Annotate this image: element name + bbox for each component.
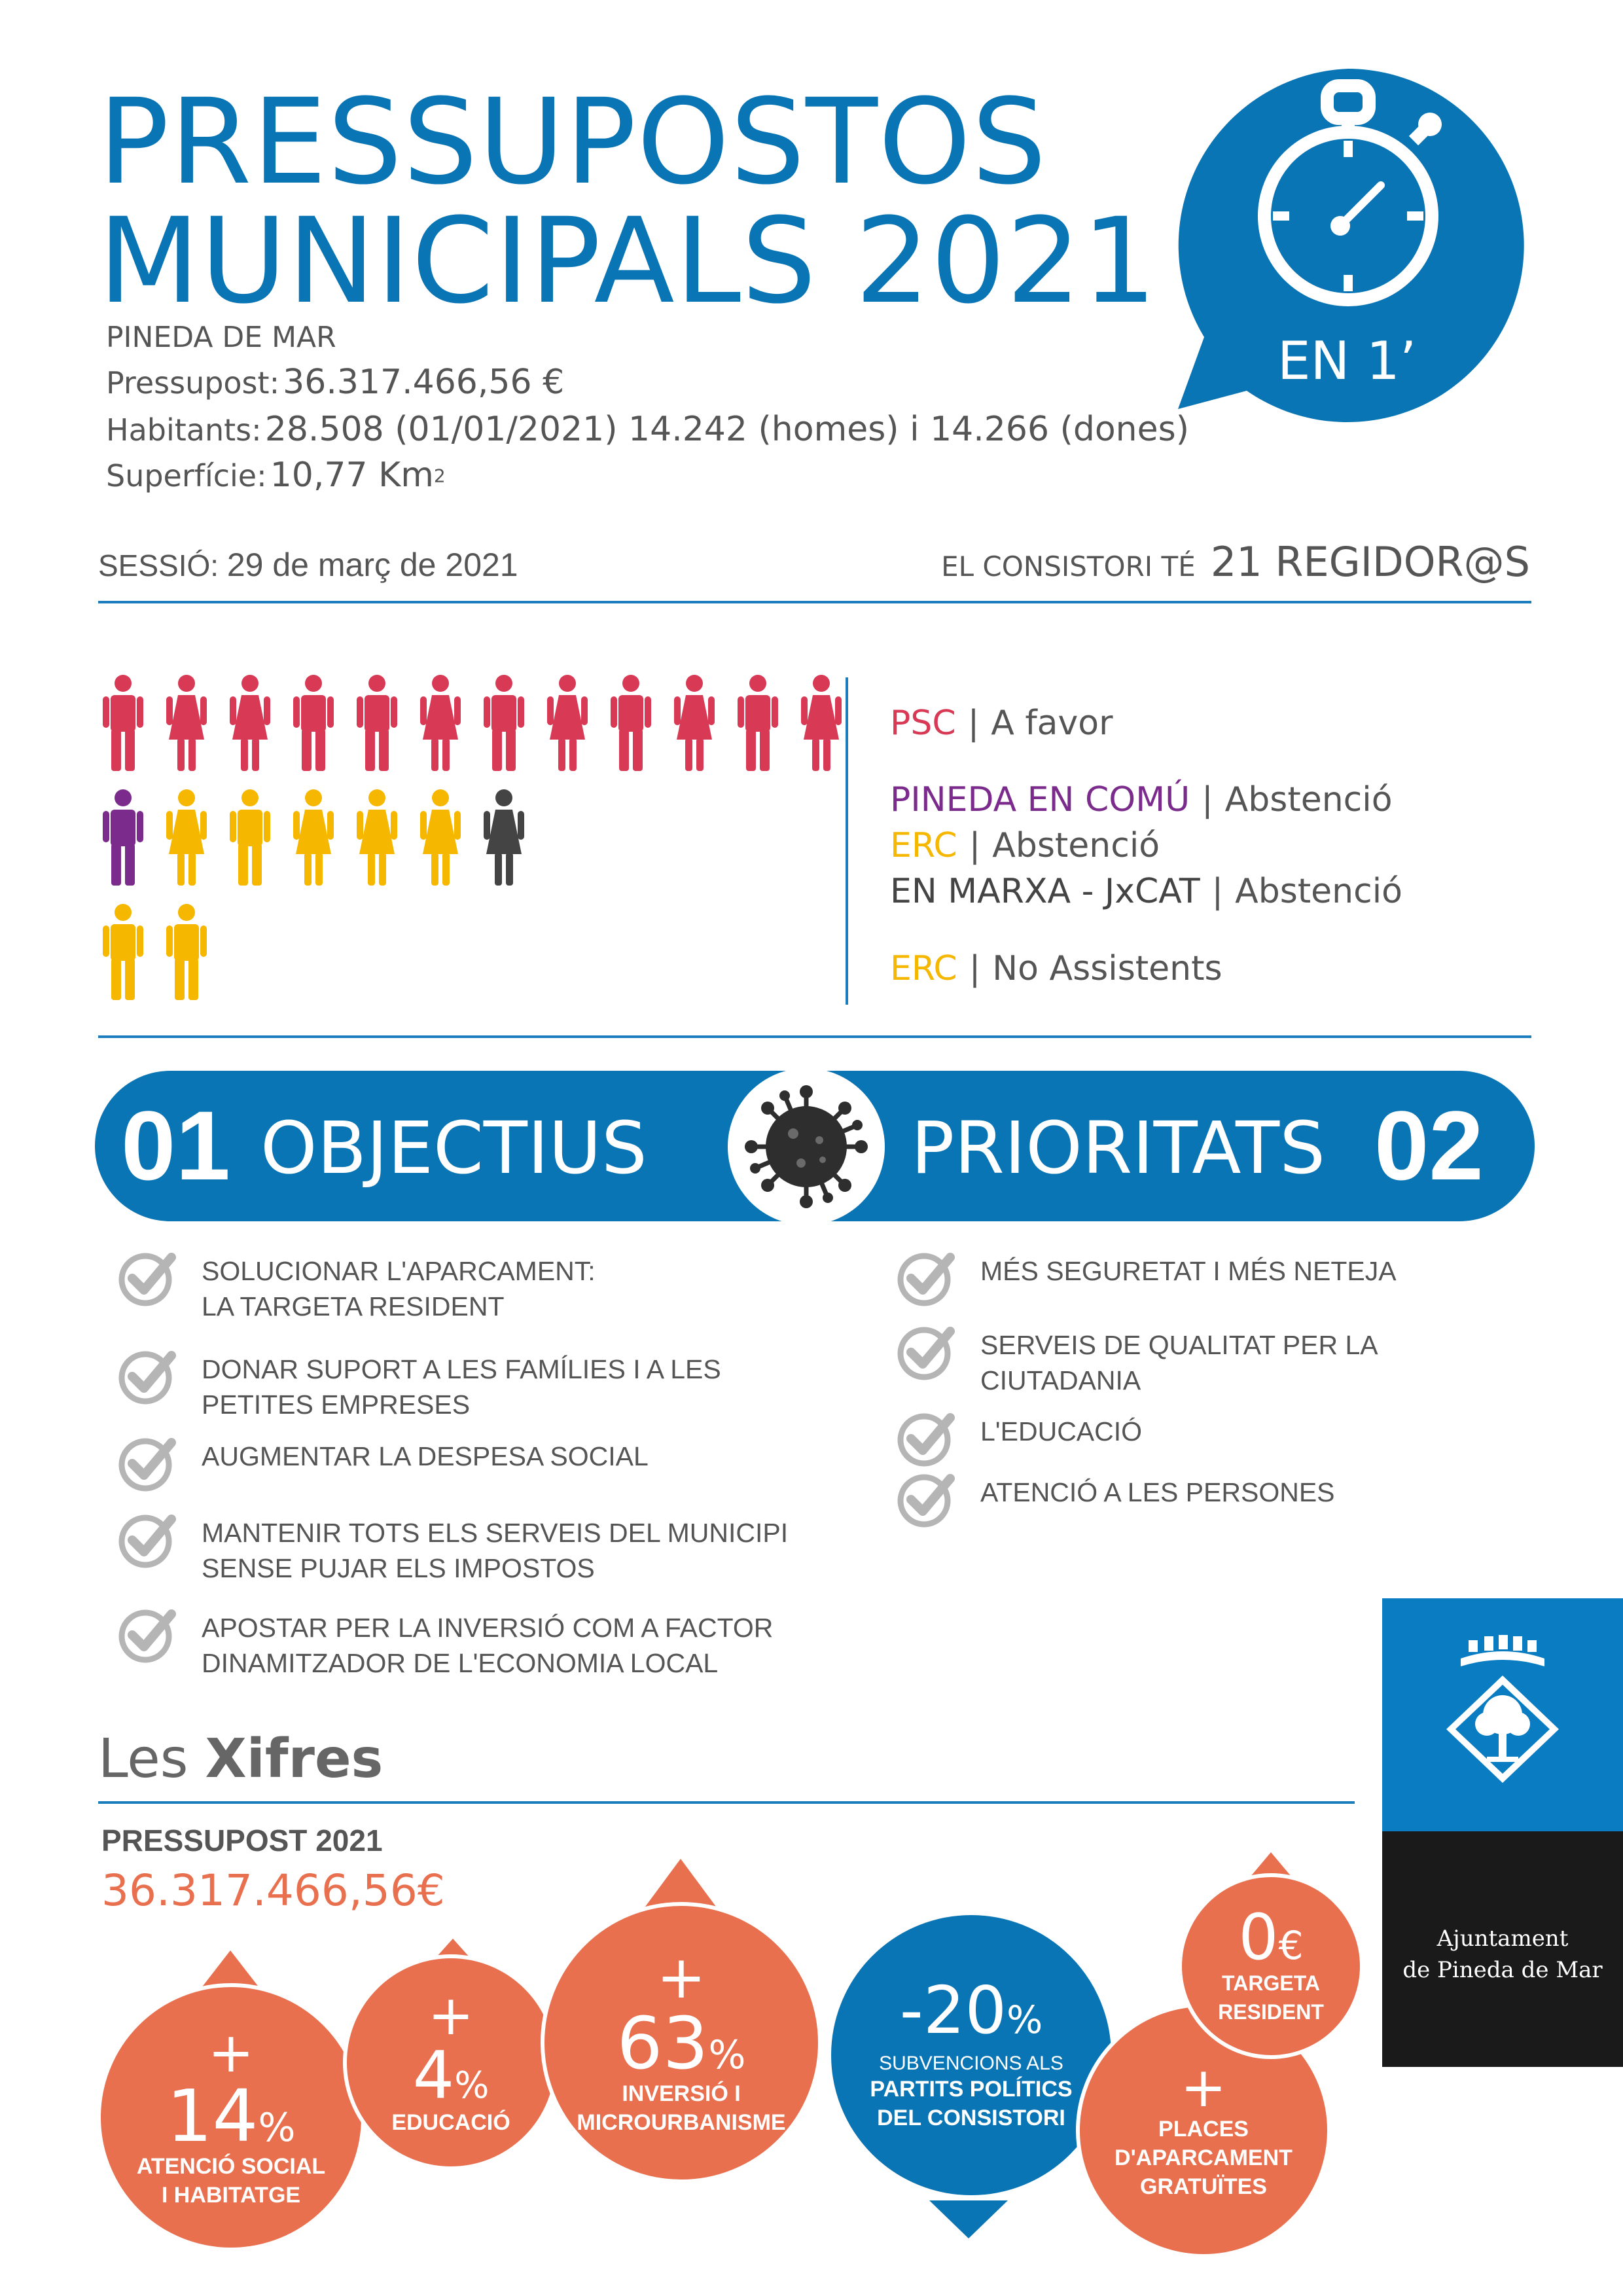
area-label: Superfície: (106, 458, 267, 493)
vote-status: A favor (991, 704, 1113, 743)
figures-heading-bold: Xifres (205, 1728, 383, 1790)
population-value: 28.508 (01/01/2021) 14.242 (homes) i 14.266 (dones) (264, 410, 1190, 449)
item-line: AUGMENTAR LA DESPESA SOCIAL (202, 1441, 649, 1471)
objectives-heading: OBJECTIUS (260, 1106, 647, 1190)
bubble-label: D'APARCAMENT (1115, 2145, 1293, 2170)
area-superscript: 2 (433, 465, 446, 487)
bubble-subsidies (827, 1911, 1115, 2199)
vote-status: No Assistents (992, 949, 1222, 988)
bubble-label: I HABITATGE (161, 2183, 301, 2208)
bubble-investment (541, 1902, 822, 2183)
logo-panel (1382, 1598, 1623, 1831)
vote-party: ERC (890, 949, 957, 988)
figures-heading-light: Les (98, 1728, 188, 1790)
bubble-value: 14% (166, 2074, 296, 2158)
bubble-resident-card (1178, 1873, 1364, 2059)
bubble-label: RESIDENT (1218, 2000, 1324, 2024)
title-line-2: MUNICIPALS 2021 (98, 193, 1158, 330)
budget-value: 36.317.466,56 € (283, 363, 565, 402)
bubble-label: MICROURBANISME (577, 2110, 786, 2135)
vote-en-marxa: EN MARXA - JxCAT | Abstenció (890, 872, 1402, 911)
bubble-label: ATENCIÓ SOCIAL (136, 2154, 326, 2179)
vote-party: PSC (890, 704, 956, 743)
population-label: Habitants: (106, 412, 262, 448)
priorities-number: 02 (1374, 1090, 1484, 1200)
session-date: 29 de març de 2021 (226, 547, 518, 583)
vote-psc: PSC | A favor (890, 704, 1113, 743)
council-value: 21 REGIDOR@S (1210, 538, 1530, 586)
title-line-1: PRESSUPOSTOS (98, 74, 1047, 211)
vote-pineda-en-comu: PINEDA EN COMÚ | Abstenció (890, 780, 1393, 819)
bubble-label: GRATUÏTES (1140, 2174, 1267, 2199)
vote-status: Abstenció (1235, 872, 1402, 911)
bubble-value: -20% (899, 1972, 1043, 2049)
priorities-heading: PRIORITATS (911, 1106, 1326, 1190)
bubble-plus: + (427, 1983, 474, 2047)
coat-of-arms-icon (1382, 1598, 1623, 1831)
bubble-plus: + (207, 2020, 255, 2085)
logo-caption-panel (1382, 1831, 1623, 2067)
item-line: MANTENIR TOTS ELS SERVEIS DEL MUNICIPI (202, 1518, 789, 1548)
logo-line-2: de Pineda de Mar (1402, 1957, 1603, 1983)
item-line: LA TARGETA RESIDENT (202, 1291, 505, 1321)
vote-status: Abstenció (1224, 780, 1393, 819)
item-line: SOLUCIONAR L'APARCAMENT: (202, 1256, 596, 1286)
session-label: SESSIÓ: (98, 548, 219, 583)
item-line: MÉS SEGURETAT I MÉS NETEJA (980, 1256, 1397, 1286)
item-line: PETITES EMPRESES (202, 1390, 471, 1420)
item-line: DONAR SUPORT A LES FAMÍLIES I A LES (202, 1354, 721, 1384)
vote-erc: ERC | Abstenció (890, 826, 1160, 865)
bubble-label-light: SUBVENCIONS ALS (879, 2053, 1063, 2074)
vote-party: EN MARXA - JxCAT (890, 872, 1200, 911)
bubble-label: PLACES (1158, 2117, 1249, 2142)
figures-budget-value: 36.317.466,56€ (101, 1865, 445, 1916)
bubble-value: 0€ (1238, 1901, 1304, 1974)
item-line: DINAMITZADOR DE L'ECONOMIA LOCAL (202, 1648, 719, 1678)
vote-erc-absent: ERC | No Assistents (890, 949, 1222, 988)
town-name: PINEDA DE MAR (106, 321, 336, 354)
item-line: ATENCIÓ A LES PERSONES (980, 1477, 1335, 1507)
item-line: APOSTAR PER LA INVERSIÓ COM A FACTOR (202, 1613, 774, 1643)
bubble-education (343, 1954, 559, 2170)
bubble-label: DEL CONSISTORI (877, 2106, 1065, 2130)
bubble-value: 63% (616, 2001, 746, 2085)
vote-party: ERC (890, 826, 957, 865)
item-line: SERVEIS DE QUALITAT PER LA (980, 1330, 1378, 1360)
bubble-social (97, 1983, 365, 2251)
bubble-label: TARGETA (1222, 1971, 1320, 1995)
figures-budget-label: PRESSUPOST 2021 (101, 1823, 383, 1857)
vote-party: PINEDA EN COMÚ (890, 780, 1190, 819)
bubble-label: EDUCACIÓ (391, 2110, 510, 2135)
council-label: EL CONSISTORI TÉ (941, 550, 1196, 583)
bubble-plus: + (656, 1943, 706, 2012)
bubble-value: 4% (412, 2037, 490, 2113)
budget-label: Pressupost: (106, 365, 280, 401)
bubble-label: PARTITS POLÍTICS (870, 2077, 1073, 2102)
bubble-plus: + (1180, 2055, 1227, 2119)
area-value: 10,77 Km (270, 456, 434, 495)
logo-line-1: Ajuntament (1436, 1926, 1569, 1952)
logo-caption (1382, 1923, 1623, 1986)
vote-status: Abstenció (992, 826, 1160, 865)
timer-label: EN 1’ (1277, 331, 1417, 391)
item-line: SENSE PUJAR ELS IMPOSTOS (202, 1553, 595, 1583)
item-line: CIUTADANIA (980, 1365, 1141, 1395)
bubble-label: INVERSIÓ I (622, 2081, 741, 2106)
item-line: L'EDUCACIÓ (980, 1416, 1143, 1446)
objectives-number: 01 (121, 1090, 230, 1200)
